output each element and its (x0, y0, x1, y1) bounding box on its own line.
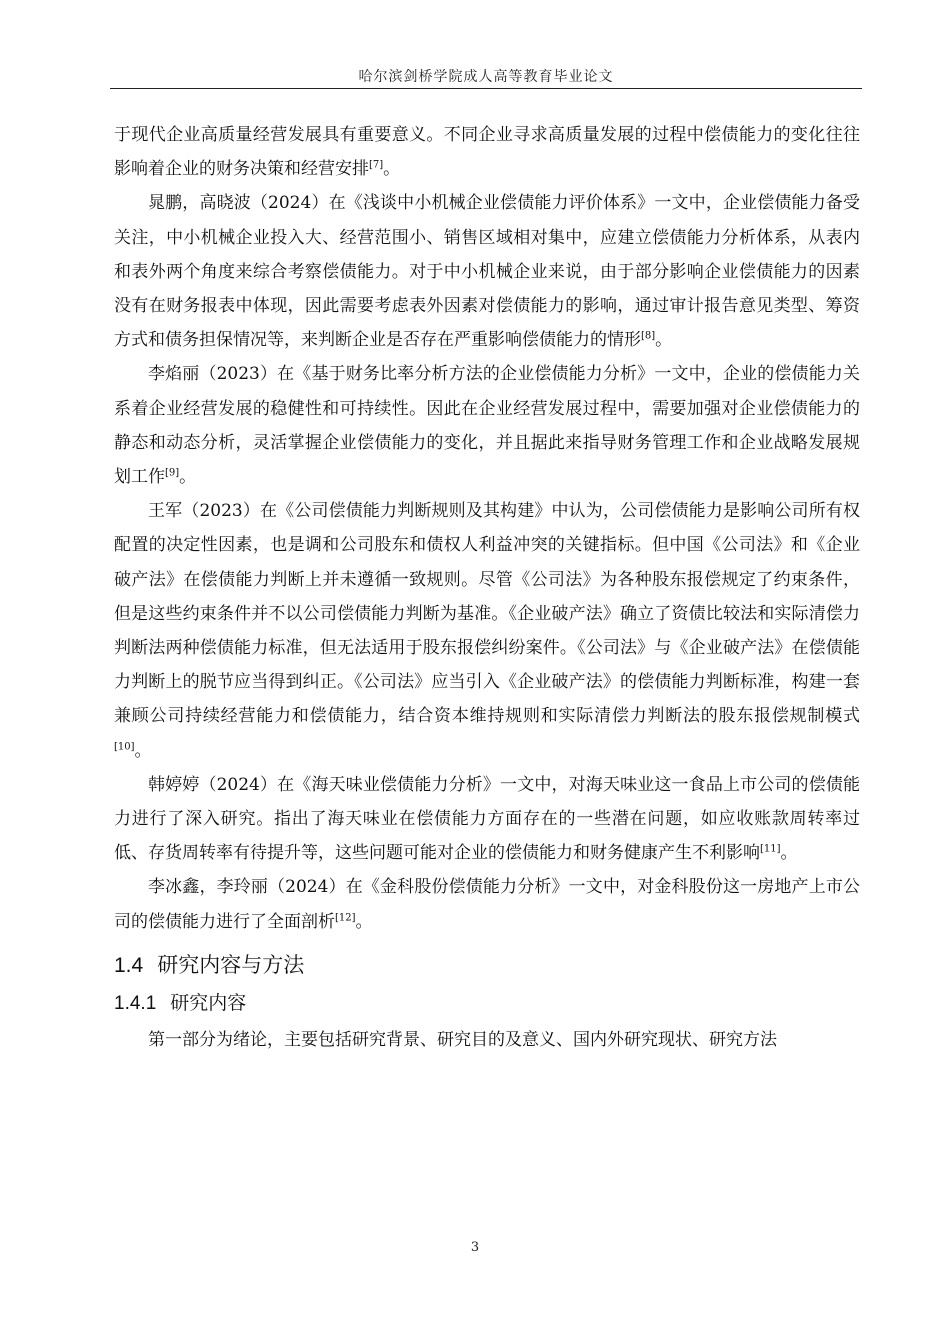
header-divider (110, 88, 862, 89)
paragraph: 晁鹏，高晓波（2024）在《浅谈中小机械企业偿债能力评价体系》一文中，企业偿债能力备受关注，中小机械企业投入大、经营范围小、销售区域相对集中，应建立偿债能力分析体系，从表内和表外两个角度来综合考察偿债能力。对于中小机械企业来说，由于部分影响企业偿债能力的因素没有在财务报表中体现，因此需要考虑表外因素对偿债能力的影响，通过审计报告意见类型、筹资方式和债务担保情况等，来判断企业是否存在严重影响偿债能力的情形[8]。 (114, 193, 860, 351)
paragraph: 李冰鑫，李玲丽（2024）在《金科股份偿债能力分析》一文中，对金科股份这一房地产上市公司的偿债能力进行了全面剖析[12]。 (114, 877, 860, 932)
section-heading (114, 951, 860, 981)
subsection-number: 1.4.1 (114, 992, 157, 1014)
citation-ref: [8] (641, 330, 656, 342)
citation-ref: [7] (369, 159, 384, 171)
paragraph: 李焰丽（2023）在《基于财务比率分析方法的企业偿债能力分析》一文中，企业的偿债能力关系着企业经营发展的稳健性和可持续性。因此在企业经营发展过程中，需要加强对企业偿债能力的静态和动态分析，灵活掌握企业偿债能力的变化，并且据此来指导财务管理工作和企业战略发展规划工作[9]。 (114, 364, 860, 488)
citation-ref: [12] (335, 912, 356, 924)
paragraph: 王军（2023）在《公司偿债能力判断规则及其构建》中认为，公司偿债能力是影响公司所有权配置的决定性因素，也是调和公司股东和债权人利益冲突的关键指标。但中国《公司法》和《企业破产法》在偿债能力判断上并未遵循一致规则。尽管《公司法》为各种股东报偿规定了约束条件，但是这些约束条件并不以公司偿债能力判断为基准。《企业破产法》确立了资债比较法和实际清偿力判断法两种偿债能力标准，但无法适用于股东报偿纠纷案件。《公司法》与《企业破产法》在偿债能力判断上的脱节应当得到纠正。《公司法》应当引入《企业破产法》的偿债能力判断标准，构建一套兼顾公司持续经营能力和偿债能力，结合资本维持规则和实际清偿力判断法的股东报偿规制模式[10]。 (114, 501, 860, 761)
subsection-heading (114, 989, 860, 1019)
page-number: 3 (470, 1240, 480, 1255)
citation-ref: [10] (114, 741, 135, 752)
paragraph: 于现代企业高质量经营发展具有重要意义。不同企业寻求高质量发展的过程中偿债能力的变化往往影响着企业的财务决策和经营安排[7]。 (114, 125, 860, 180)
paragraph: 第一部分为绪论，主要包括研究背景、研究目的及意义、国内外研究现状、研究方法 (148, 1029, 777, 1050)
section-title: 研究内容与方法 (157, 953, 305, 977)
section-number: 1.4 (114, 953, 144, 977)
citation-ref: [11] (760, 843, 781, 855)
page-body (114, 118, 860, 1057)
paragraph: 韩婷婷（2024）在《海天味业偿债能力分析》一文中，对海天味业这一食品上市公司的偿债能力进行了深入研究。指出了海天味业在偿债能力方面存在的一些潜在问题，如应收账款周转率过低、存货周转率有待提升等，这些问题可能对企业的偿债能力和财务健康产生不利影响[11]。 (114, 774, 860, 864)
running-header: 哈尔滨剑桥学院成人高等教育毕业论文 (358, 69, 614, 85)
subsection-title: 研究内容 (170, 992, 247, 1014)
citation-ref: [9] (165, 467, 180, 479)
